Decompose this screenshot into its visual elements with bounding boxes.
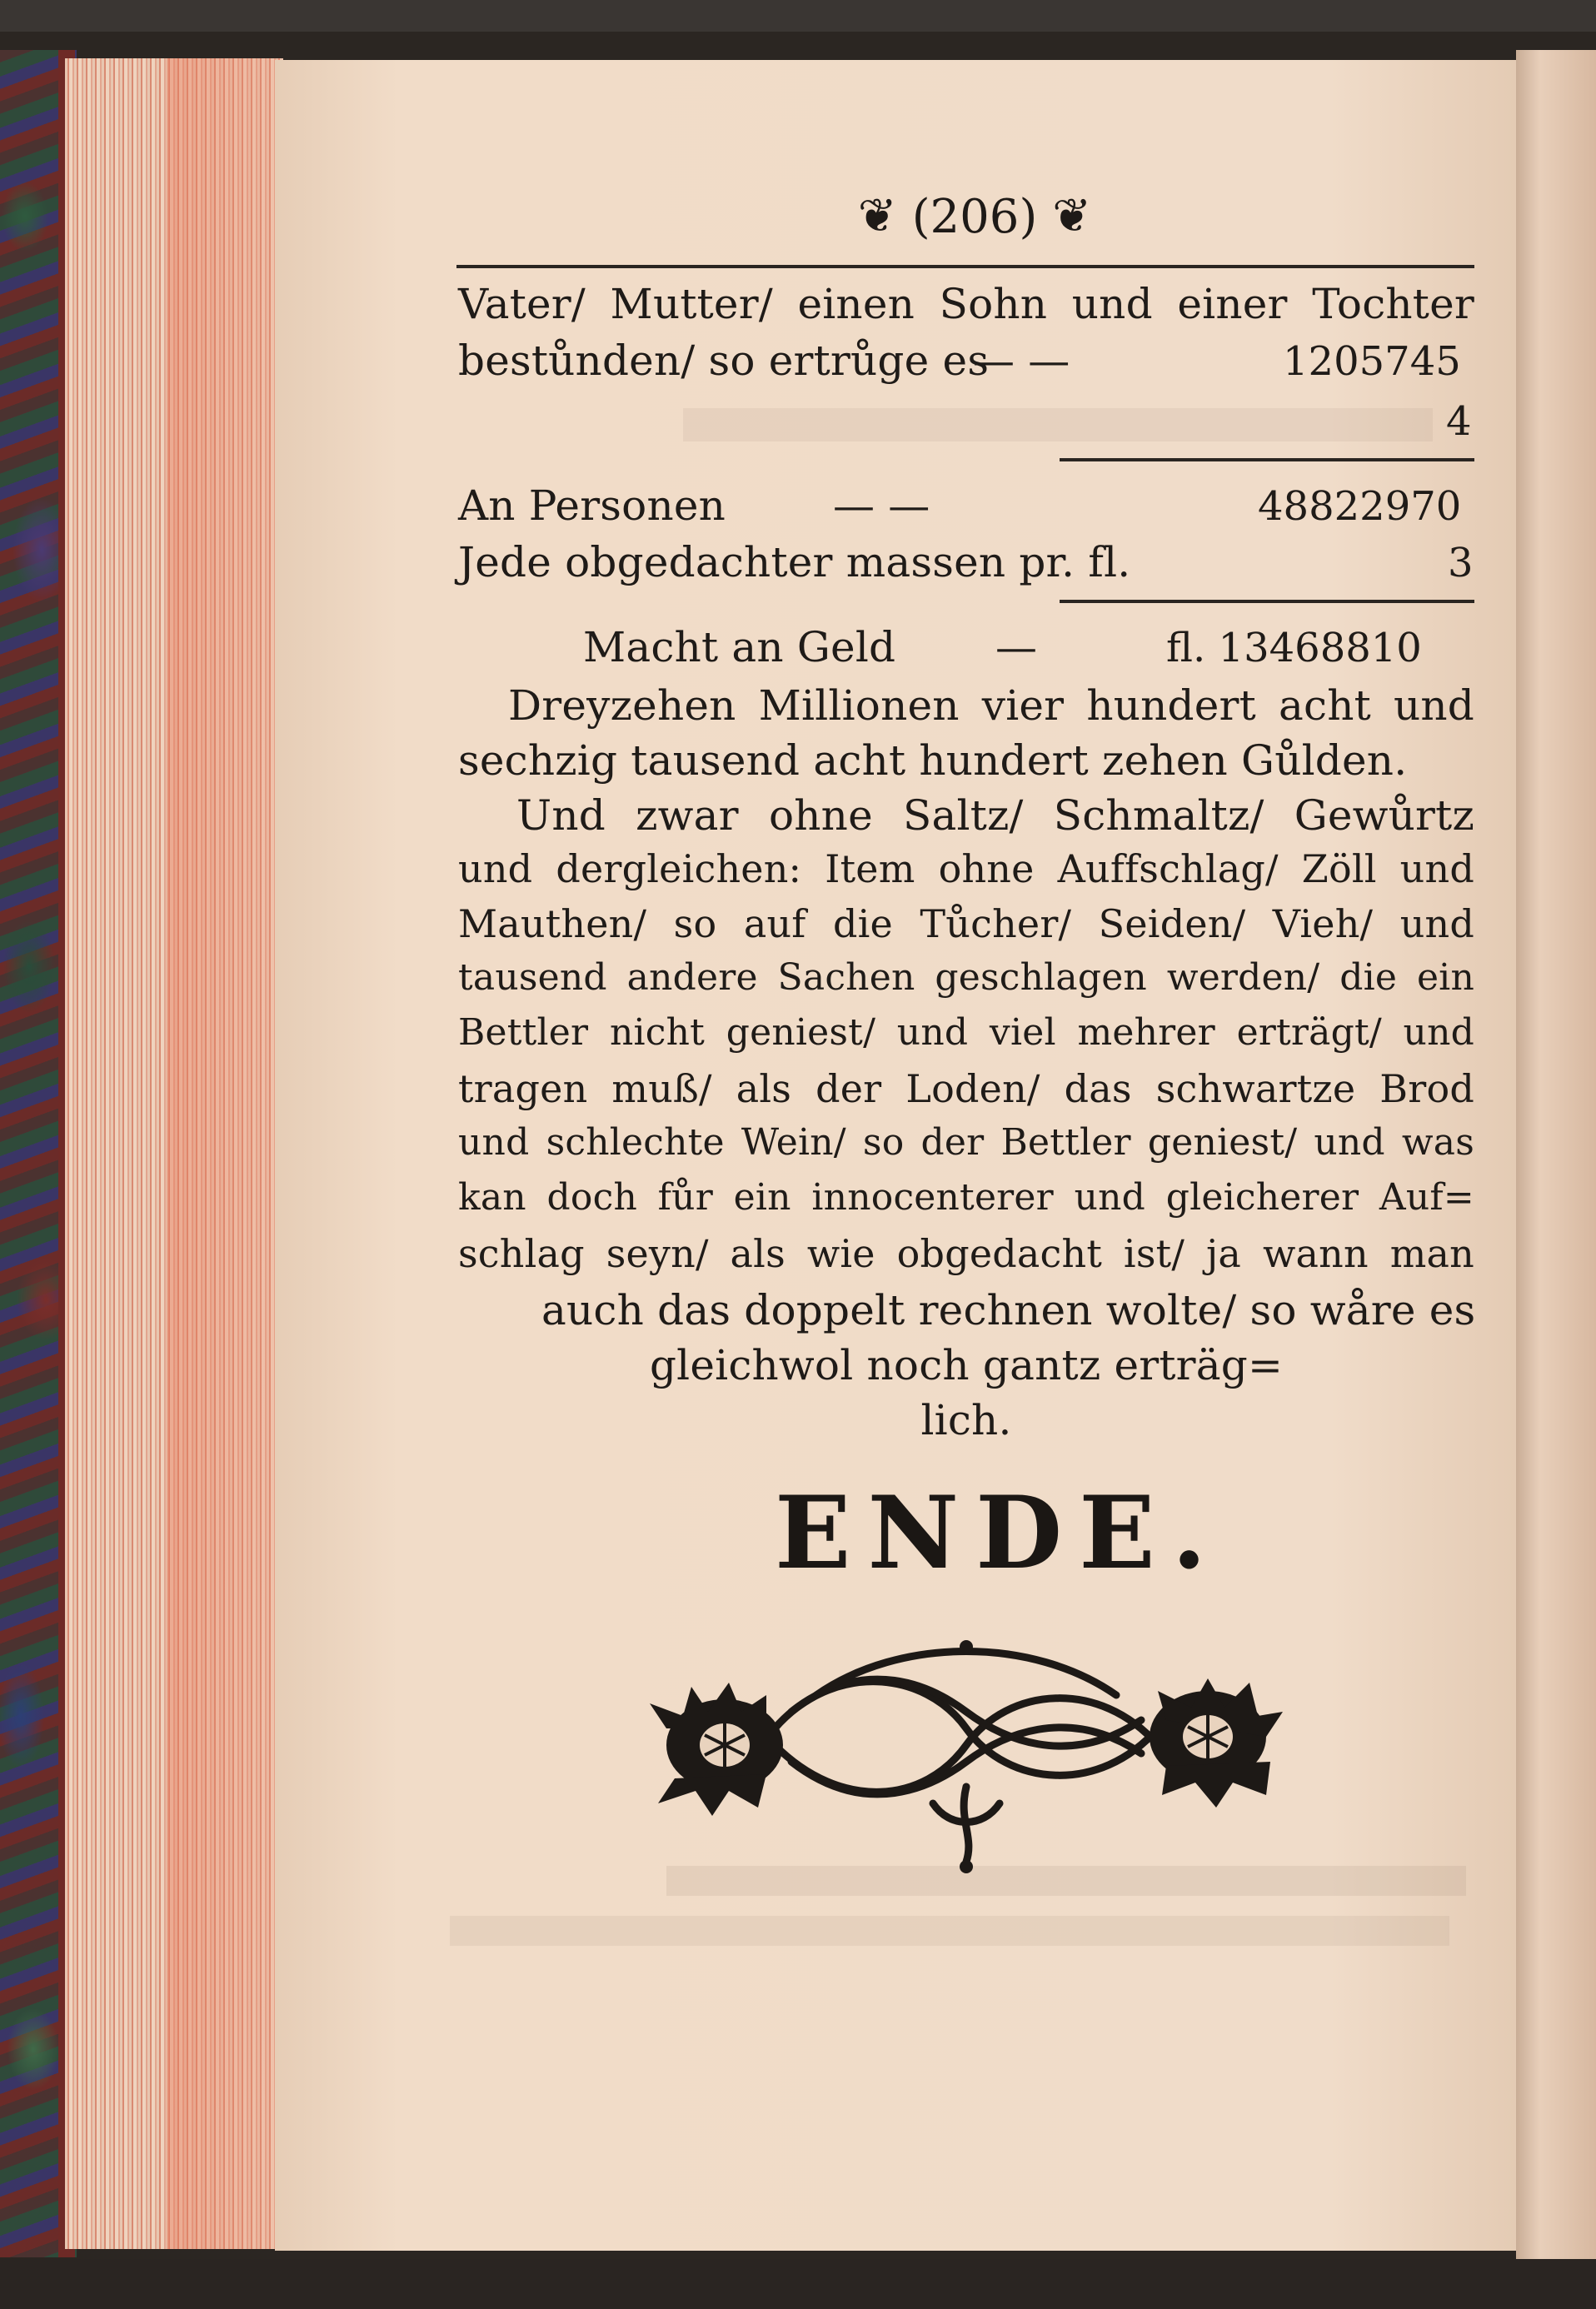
text-line-4: An Personen: [458, 481, 726, 530]
text-line-20: lich.: [920, 1396, 1012, 1444]
text-line-2: bestůnden/ so ertrůge es: [458, 337, 990, 385]
fleuron-left-icon: ❦: [857, 189, 897, 243]
text-line-14: tragen muß/ als der Loden/ das schwartze Brod: [458, 1066, 1474, 1111]
header-rule: [456, 265, 1474, 268]
text-line-6: Macht an Geld: [583, 623, 896, 671]
text-line-9: Und zwar ohne Saltz/ Schmaltz/ Gewůrtz: [516, 791, 1474, 840]
scan-top-border: [0, 0, 1596, 32]
text-line-8: sechzig tausend acht hundert zehen Gůlden.: [458, 736, 1408, 785]
facing-page-edge: [1516, 50, 1596, 2266]
text-line-12: tausend andere Sachen geschlagen werden/ die ein: [458, 956, 1474, 999]
fleuron-right-icon: ❦: [1052, 189, 1092, 243]
text-line-1: Vater/ Mutter/ einen Sohn und einer Tochter: [458, 280, 1474, 328]
multiplier-value: 4: [1446, 398, 1472, 445]
text-line-17: schlag seyn/ als wie obgedacht ist/ ja wann man: [458, 1231, 1474, 1276]
text-line-16: kan doch fůr ein innocenterer und gleicherer Auf=: [458, 1176, 1474, 1219]
text-line-10: und dergleichen: Item ohne Auffschlag/ Zöll und: [458, 846, 1474, 891]
bleed-through-smudge: [450, 1916, 1449, 1946]
sum-rule-2: [1060, 600, 1474, 603]
text-line-15: und schlechte Wein/ so der Bettler geniest/ und was: [458, 1121, 1474, 1164]
text-line-2-dash: — —: [973, 337, 1070, 385]
text-line-5: Jede obgedachter massen pr. fl.: [458, 538, 1131, 586]
sum-value-1: 1205745: [1283, 338, 1461, 385]
text-line-19: gleichwol noch gantz erträg=: [649, 1341, 1284, 1389]
page-number: (206): [911, 189, 1038, 244]
bleed-through-smudge: [683, 408, 1433, 441]
persons-value: 48822970: [1258, 483, 1462, 530]
text-line-4-dash: — —: [833, 481, 930, 530]
total-value: fl. 13468810: [1166, 625, 1422, 671]
text-line-6-dash: —: [995, 623, 1038, 671]
rate-value: 3: [1448, 540, 1474, 586]
text-line-11: Mauthen/ so auf die Tůcher/ Seiden/ Vieh/ und: [458, 901, 1474, 946]
page-header: [775, 183, 1175, 250]
scan-bottom-border: [0, 2259, 1596, 2309]
sum-rule-1: [1060, 458, 1474, 461]
ende-heading: ENDE.: [775, 1474, 1224, 1592]
text-line-13: Bettler nicht geniest/ und viel mehrer erträgt/ und: [458, 1011, 1474, 1054]
page-edges-tint: [167, 58, 283, 2249]
text-line-18: auch das doppelt rechnen wolte/ so wåre es: [541, 1286, 1476, 1334]
text-line-7: Dreyzehen Millionen vier hundert acht und: [508, 681, 1474, 730]
tailpiece-flourish-icon: [650, 1637, 1283, 1878]
